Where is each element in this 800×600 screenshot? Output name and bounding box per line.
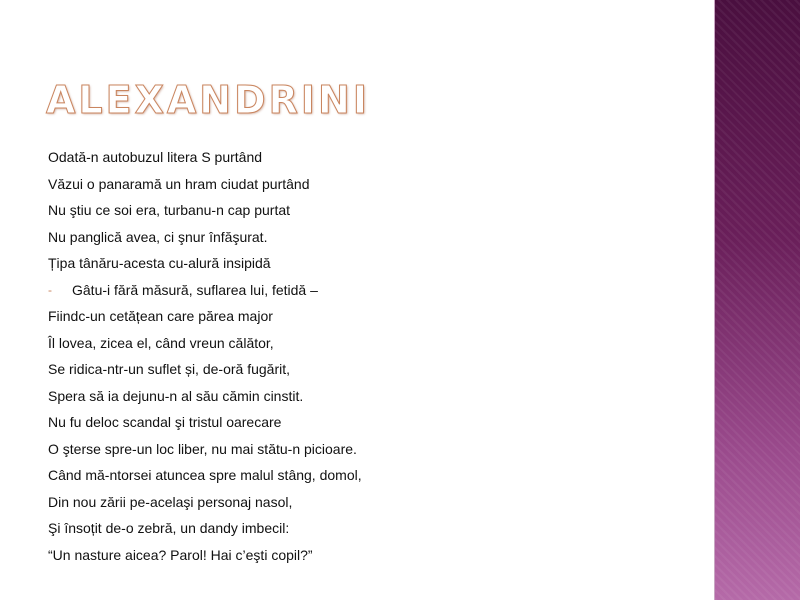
- poem-line: Fiindc-un cetățean care părea major: [48, 308, 273, 324]
- poem-line: Şi însoțit de-o zebră, un dandy imbecil:: [48, 520, 290, 536]
- dash-marker: -: [48, 282, 52, 297]
- poem-line: Nu ştiu ce soi era, turbanu-n cap purtat: [48, 202, 291, 218]
- slide-title: ALEXANDRINI: [46, 78, 370, 122]
- poem-line: Țipa tânăru-acesta cu-alură insipidă: [48, 255, 271, 271]
- poem-line-dashed: [48, 280, 698, 307]
- decorative-side-panel: [714, 0, 800, 600]
- poem-line: Se ridica-ntr-un suflet și, de-oră fugărit,: [48, 361, 290, 377]
- poem-lines: [48, 147, 698, 571]
- poem-line: Nu fu deloc scandal şi tristul oarecare: [48, 414, 282, 430]
- poem-line: Când mă-ntorsei atuncea spre malul stâng, domol,: [48, 467, 362, 483]
- poem-line: “Un nasture aicea? Parol! Hai c’eşti copil?”: [48, 546, 313, 563]
- poem-line: Îl lovea, zicea el, când vreun călător,: [48, 334, 274, 351]
- poem-line: Din nou zării pe-acelaşi personaj nasol,: [48, 493, 293, 510]
- poem-line: Spera să ia dejunu-n al său cămin cinstit.: [48, 387, 304, 404]
- poem-line: Nu panglică avea, ci şnur înfăşurat.: [48, 228, 268, 245]
- poem-line-text: Gâtu-i fără măsură, suflarea lui, fetidă –: [72, 281, 318, 298]
- poem-line: O şterse spre-un loc liber, nu mai stătu-n picioare.: [48, 440, 357, 457]
- poem-line: Văzui o panaramă un hram ciudat purtând: [48, 175, 310, 192]
- poem-line: Odată-n autobuzul litera S purtând: [48, 149, 263, 165]
